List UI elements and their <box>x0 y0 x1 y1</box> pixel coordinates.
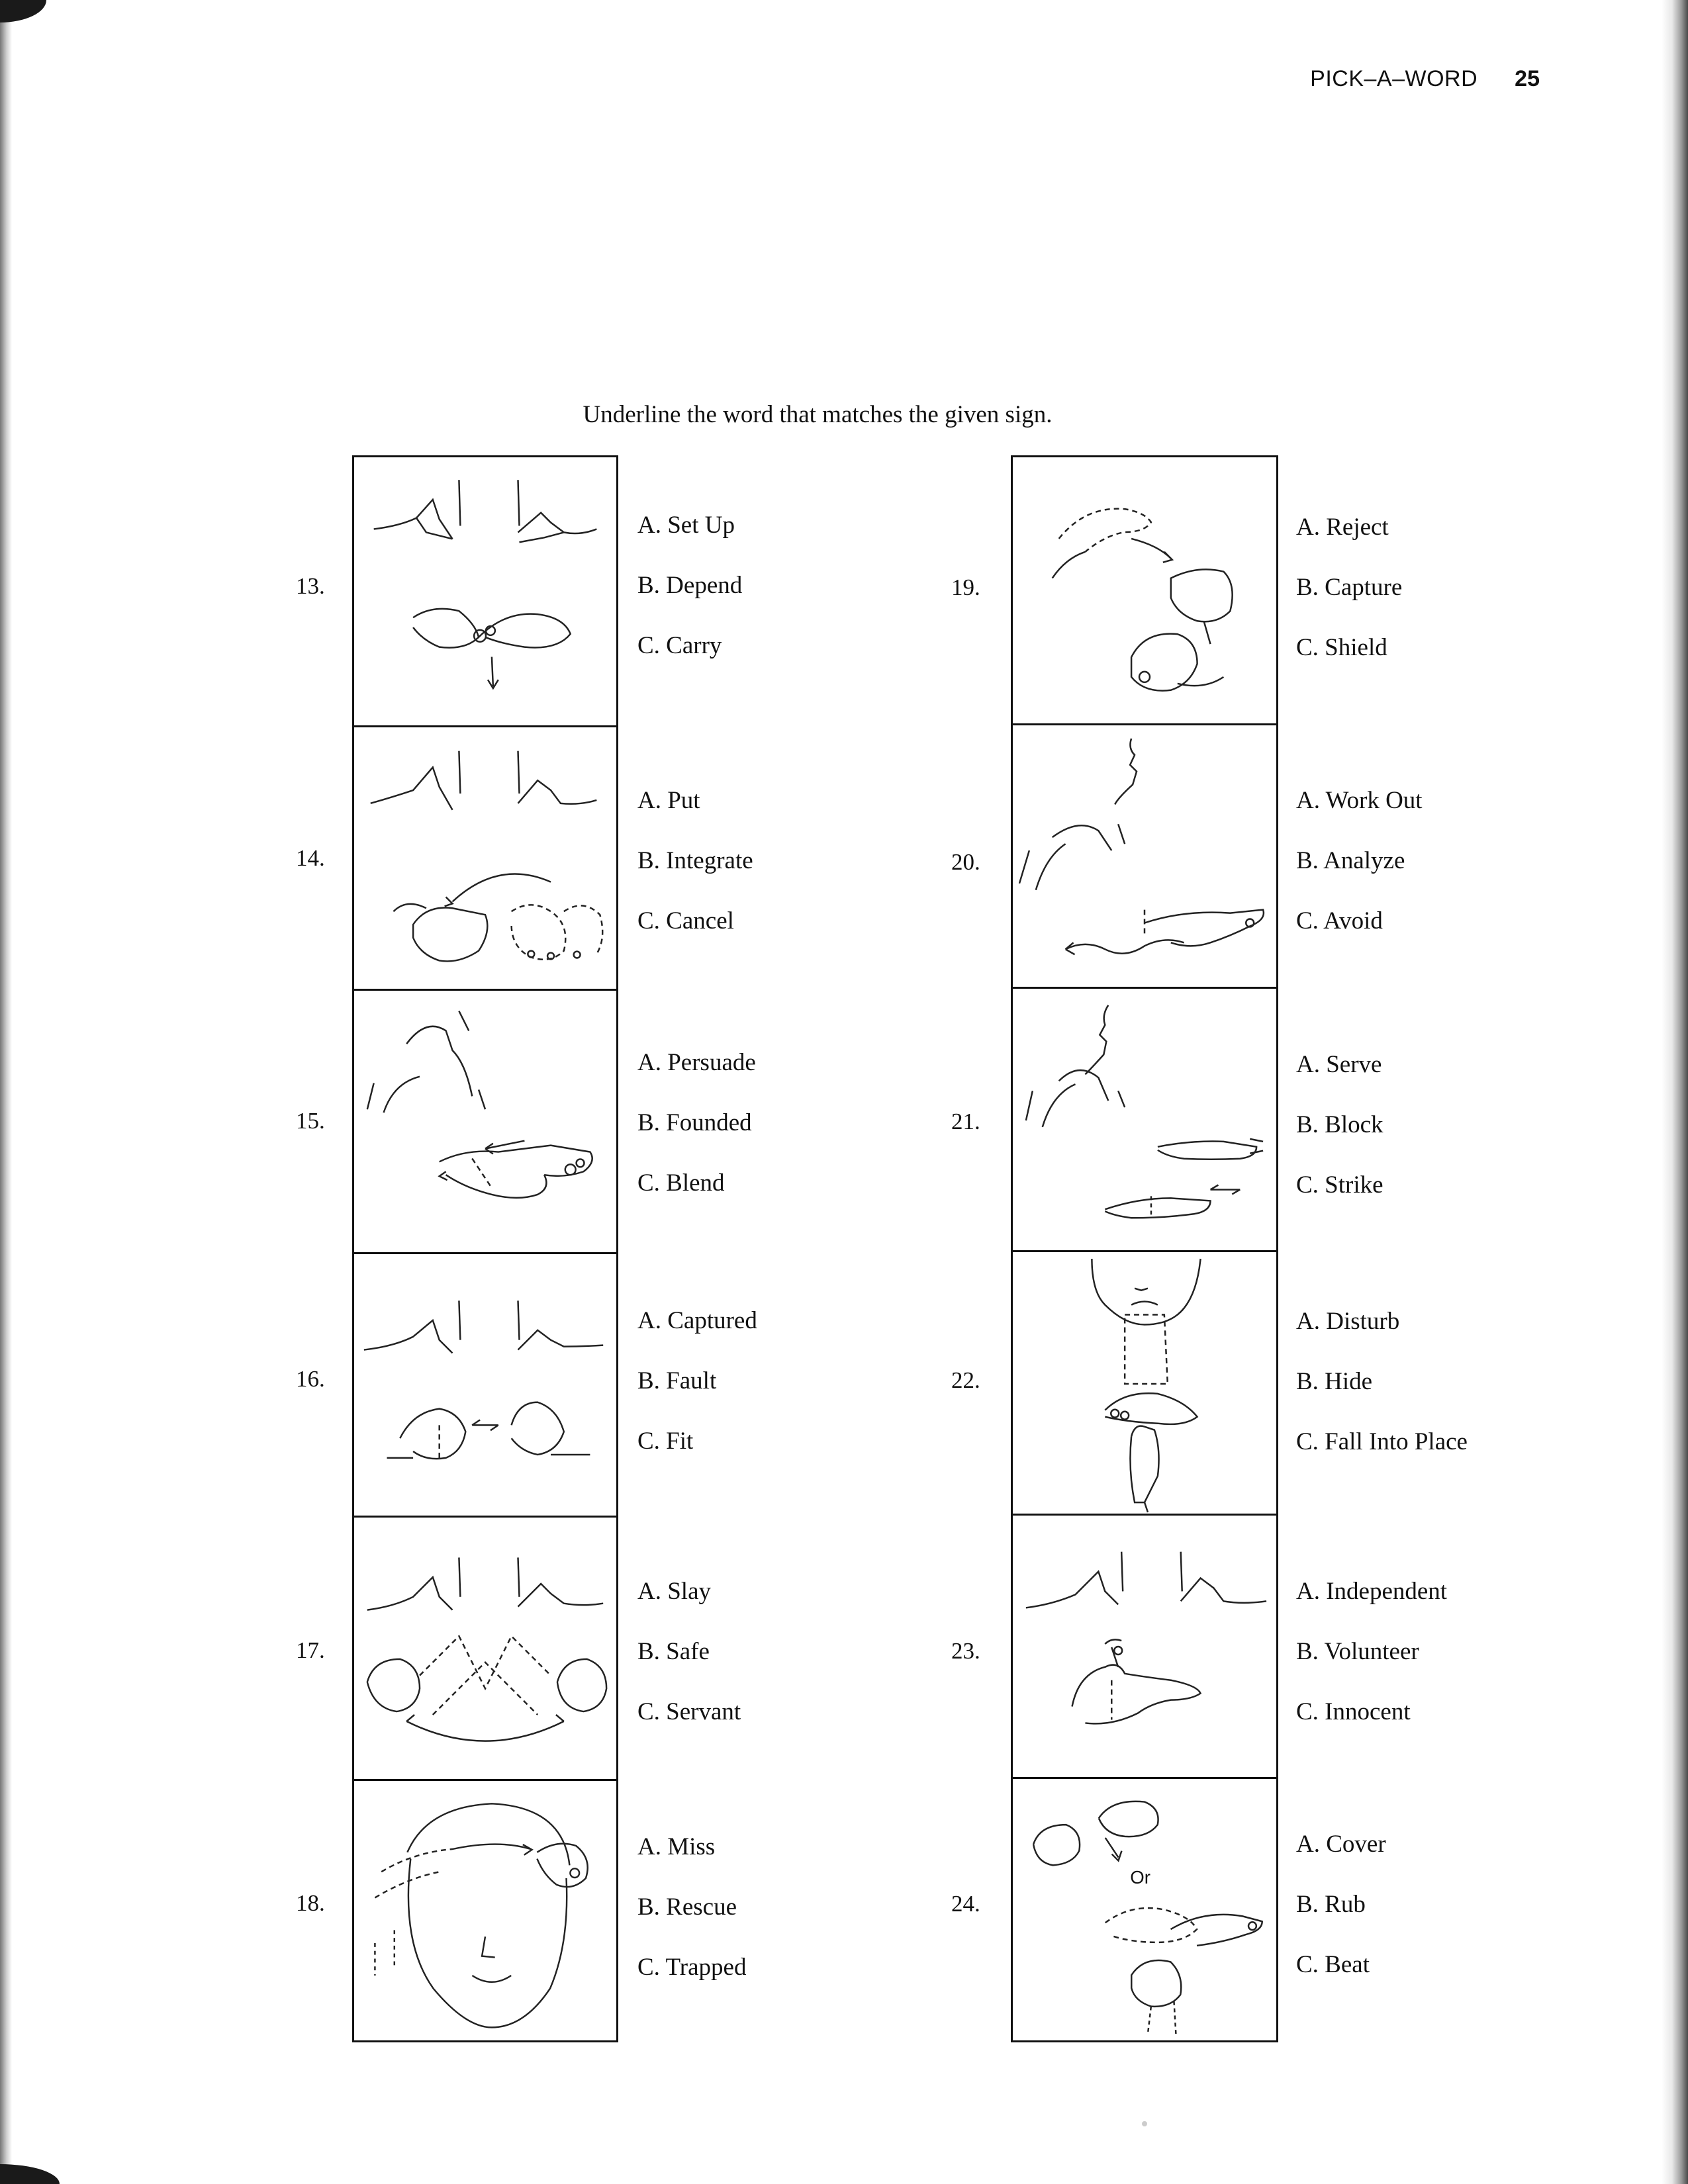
answer-options <box>1296 1291 1468 1472</box>
sign-illustration <box>1011 1514 1278 1781</box>
answer-options <box>1296 1814 1386 1995</box>
answer-options <box>637 1561 741 1742</box>
option-a[interactable]: A. Cover <box>1296 1831 1386 1858</box>
option-c[interactable]: C. Carry <box>637 632 722 659</box>
option-c[interactable]: C. Innocent <box>1296 1698 1411 1725</box>
answer-options <box>1296 1561 1447 1742</box>
option-b[interactable]: B. Analyze <box>1296 847 1405 874</box>
option-a[interactable]: A. Serve <box>1296 1051 1382 1078</box>
option-c[interactable]: C. Servant <box>637 1698 741 1725</box>
scan-corner-top-left <box>0 0 46 23</box>
answer-options <box>1296 770 1423 951</box>
option-a[interactable]: A. Put <box>637 787 700 814</box>
sign-drawing-serve <box>1013 989 1276 1252</box>
option-a[interactable]: A. Slay <box>637 1578 711 1605</box>
sign-illustration <box>1011 723 1278 991</box>
question-number: 21. <box>951 1109 980 1134</box>
answer-options <box>637 1817 746 1997</box>
option-c[interactable]: C. Fit <box>637 1428 694 1455</box>
option-c[interactable]: C. Avoid <box>1296 907 1383 934</box>
option-c[interactable]: C. Cancel <box>637 907 734 934</box>
option-a[interactable]: A. Disturb <box>1296 1308 1400 1335</box>
option-b[interactable]: B. Depend <box>637 572 743 599</box>
option-a[interactable]: A. Captured <box>637 1307 757 1334</box>
option-a[interactable]: A. Set Up <box>637 512 735 539</box>
sign-illustration <box>1011 1250 1278 1518</box>
sign-drawing-fit <box>354 1254 616 1518</box>
sign-illustration <box>352 1779 618 2042</box>
option-b[interactable]: B. Integrate <box>637 847 753 874</box>
question-number: 14. <box>296 845 325 871</box>
sign-drawing-capture <box>1013 457 1276 725</box>
sign-illustration <box>352 1516 618 1783</box>
answer-options <box>637 1032 756 1213</box>
option-b[interactable]: B. Block <box>1296 1111 1383 1138</box>
option-b[interactable]: B. Rub <box>1296 1891 1366 1918</box>
answer-options <box>637 495 742 676</box>
question-number: 16. <box>296 1366 325 1392</box>
option-c[interactable]: C. Shield <box>1296 634 1387 661</box>
option-b[interactable]: B. Founded <box>637 1109 752 1136</box>
answer-options <box>637 1291 757 1471</box>
answer-options <box>1296 1034 1383 1215</box>
running-header <box>1310 66 1540 92</box>
answer-options <box>637 770 753 951</box>
option-b[interactable]: B. Capture <box>1296 574 1403 601</box>
question-number: 13. <box>296 573 325 599</box>
sign-drawing-fall-into-place <box>1013 1252 1276 1516</box>
option-c[interactable]: C. Trapped <box>637 1954 747 1981</box>
scan-corner-bottom-left <box>0 2164 60 2184</box>
option-c[interactable]: C. Beat <box>1296 1951 1370 1978</box>
sign-illustration <box>352 725 618 993</box>
sign-drawing-servant <box>354 1518 616 1781</box>
instructions: Underline the word that matches the given sign. <box>583 401 1053 428</box>
option-a[interactable]: A. Work Out <box>1296 787 1423 814</box>
option-c[interactable]: C. Blend <box>637 1169 725 1197</box>
page-number: 25 <box>1515 66 1540 91</box>
option-b[interactable]: B. Safe <box>637 1638 710 1665</box>
or-label: Or <box>1130 1867 1150 1888</box>
sign-illustration <box>1011 455 1278 727</box>
option-c[interactable]: C. Strike <box>1296 1171 1383 1199</box>
option-a[interactable]: A. Independent <box>1296 1578 1448 1605</box>
sign-drawing-persuade <box>354 991 616 1254</box>
sign-illustration <box>352 1252 618 1520</box>
sign-drawing-cover <box>1013 1779 1276 2040</box>
question-number: 20. <box>951 849 980 875</box>
header-title: PICK–A–WORD <box>1310 66 1478 91</box>
sign-illustration <box>352 455 618 727</box>
sign-drawing-miss <box>354 1781 616 2040</box>
page-right-edge-shadow <box>1662 0 1688 2184</box>
sign-drawing-integrate <box>354 727 616 991</box>
answer-options <box>1296 497 1402 678</box>
question-number: 24. <box>951 1891 980 1917</box>
option-a[interactable]: A. Miss <box>637 1833 716 1860</box>
sign-illustration <box>352 989 618 1256</box>
option-b[interactable]: B. Rescue <box>637 1893 737 1921</box>
option-a[interactable]: A. Reject <box>1296 514 1389 541</box>
question-number: 22. <box>951 1367 980 1393</box>
option-c[interactable]: C. Fall Into Place <box>1296 1428 1468 1455</box>
option-b[interactable]: B. Hide <box>1296 1368 1373 1395</box>
question-number: 18. <box>296 1890 325 1916</box>
question-number: 15. <box>296 1108 325 1134</box>
page-left-edge-shadow <box>0 0 12 2184</box>
sign-drawing-avoid <box>1013 725 1276 989</box>
question-number: 23. <box>951 1638 980 1664</box>
question-number: 19. <box>951 574 980 600</box>
option-b[interactable]: B. Volunteer <box>1296 1638 1419 1665</box>
sign-drawing-set-up <box>354 457 616 725</box>
question-number: 17. <box>296 1637 325 1663</box>
sign-illustration <box>1011 1777 1278 2042</box>
option-b[interactable]: B. Fault <box>637 1367 717 1394</box>
sign-illustration <box>1011 987 1278 1254</box>
option-a[interactable]: A. Persuade <box>637 1049 756 1076</box>
stray-mark <box>1142 2121 1147 2126</box>
sign-drawing-volunteer <box>1013 1516 1276 1779</box>
